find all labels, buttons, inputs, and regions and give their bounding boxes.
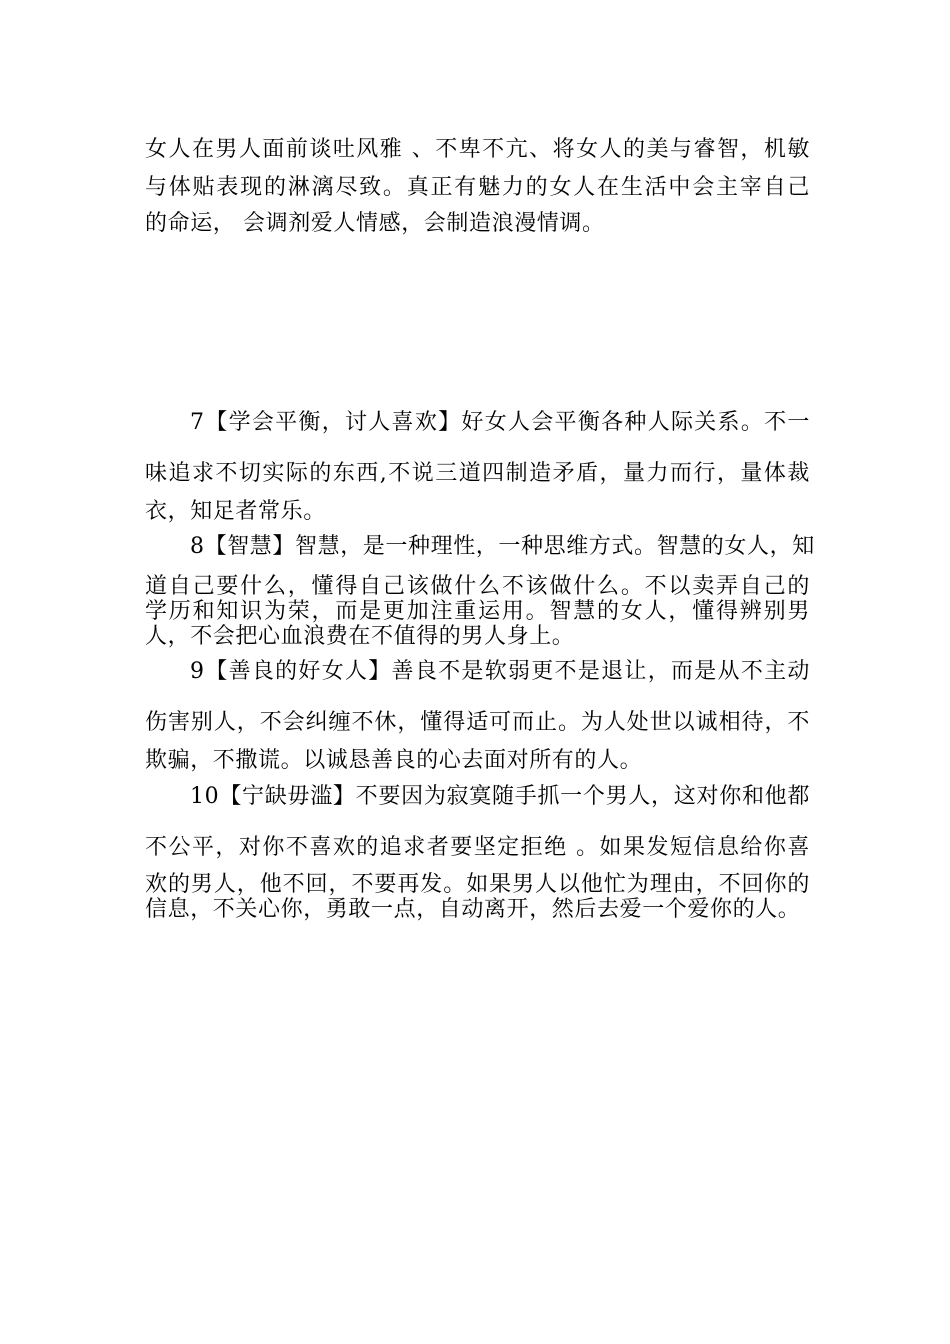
section-line: 7【学会平衡，讨人喜欢】好女人会平衡各种人际关系。不一 [190, 410, 810, 435]
section-line: 人，不会把心血浪费在不值得的男人身上。 [145, 624, 575, 649]
intro-line: 女人在男人面前谈吐风雅 、不卑不亢、将女人的美与睿智，机敏 [145, 137, 810, 162]
section-line: 8【智慧】智慧，是一种理性，一种思维方式。智慧的女人，知 [190, 534, 815, 559]
section-line: 欢的男人，他不回，不要再发。如果男人以他忙为理由，不回你的 [145, 872, 810, 897]
section-line: 9【善良的好女人】善良不是软弱更不是退让，而是从不主动 [190, 659, 810, 684]
intro-line: 的命运， 会调剂爱人情感，会制造浪漫情调。 [145, 211, 605, 236]
section-line: 10【宁缺毋滥】不要因为寂寞随手抓一个男人，这对你和他都 [190, 784, 810, 809]
section-line: 伤害别人，不会纠缠不休，懂得适可而止。为人处世以诚相待，不 [145, 710, 810, 735]
section-line: 道自己要什么，懂得自己该做什么不该做什么。不以卖弄自己的 [145, 574, 810, 599]
intro-line: 与体贴表现的淋漓尽致。真正有魅力的女人在生活中会主宰自己 [145, 175, 810, 200]
section-line: 衣，知足者常乐。 [145, 499, 326, 524]
section-line: 味追求不切实际的东西,不说三道四制造矛盾，量力而行，量体裁 [145, 461, 810, 486]
section-line: 不公平，对你不喜欢的追求者要坚定拒绝 。如果发短信息给你喜 [145, 835, 810, 860]
section-line: 信息，不关心你，勇敢一点，自动离开，然后去爱一个爱你的人。 [145, 897, 801, 922]
section-line: 学历和知识为荣，而是更加注重运用。智慧的女人，懂得辨别男 [145, 599, 810, 624]
section-line: 欺骗，不撒谎。以诚恳善良的心去面对所有的人。 [145, 748, 643, 773]
